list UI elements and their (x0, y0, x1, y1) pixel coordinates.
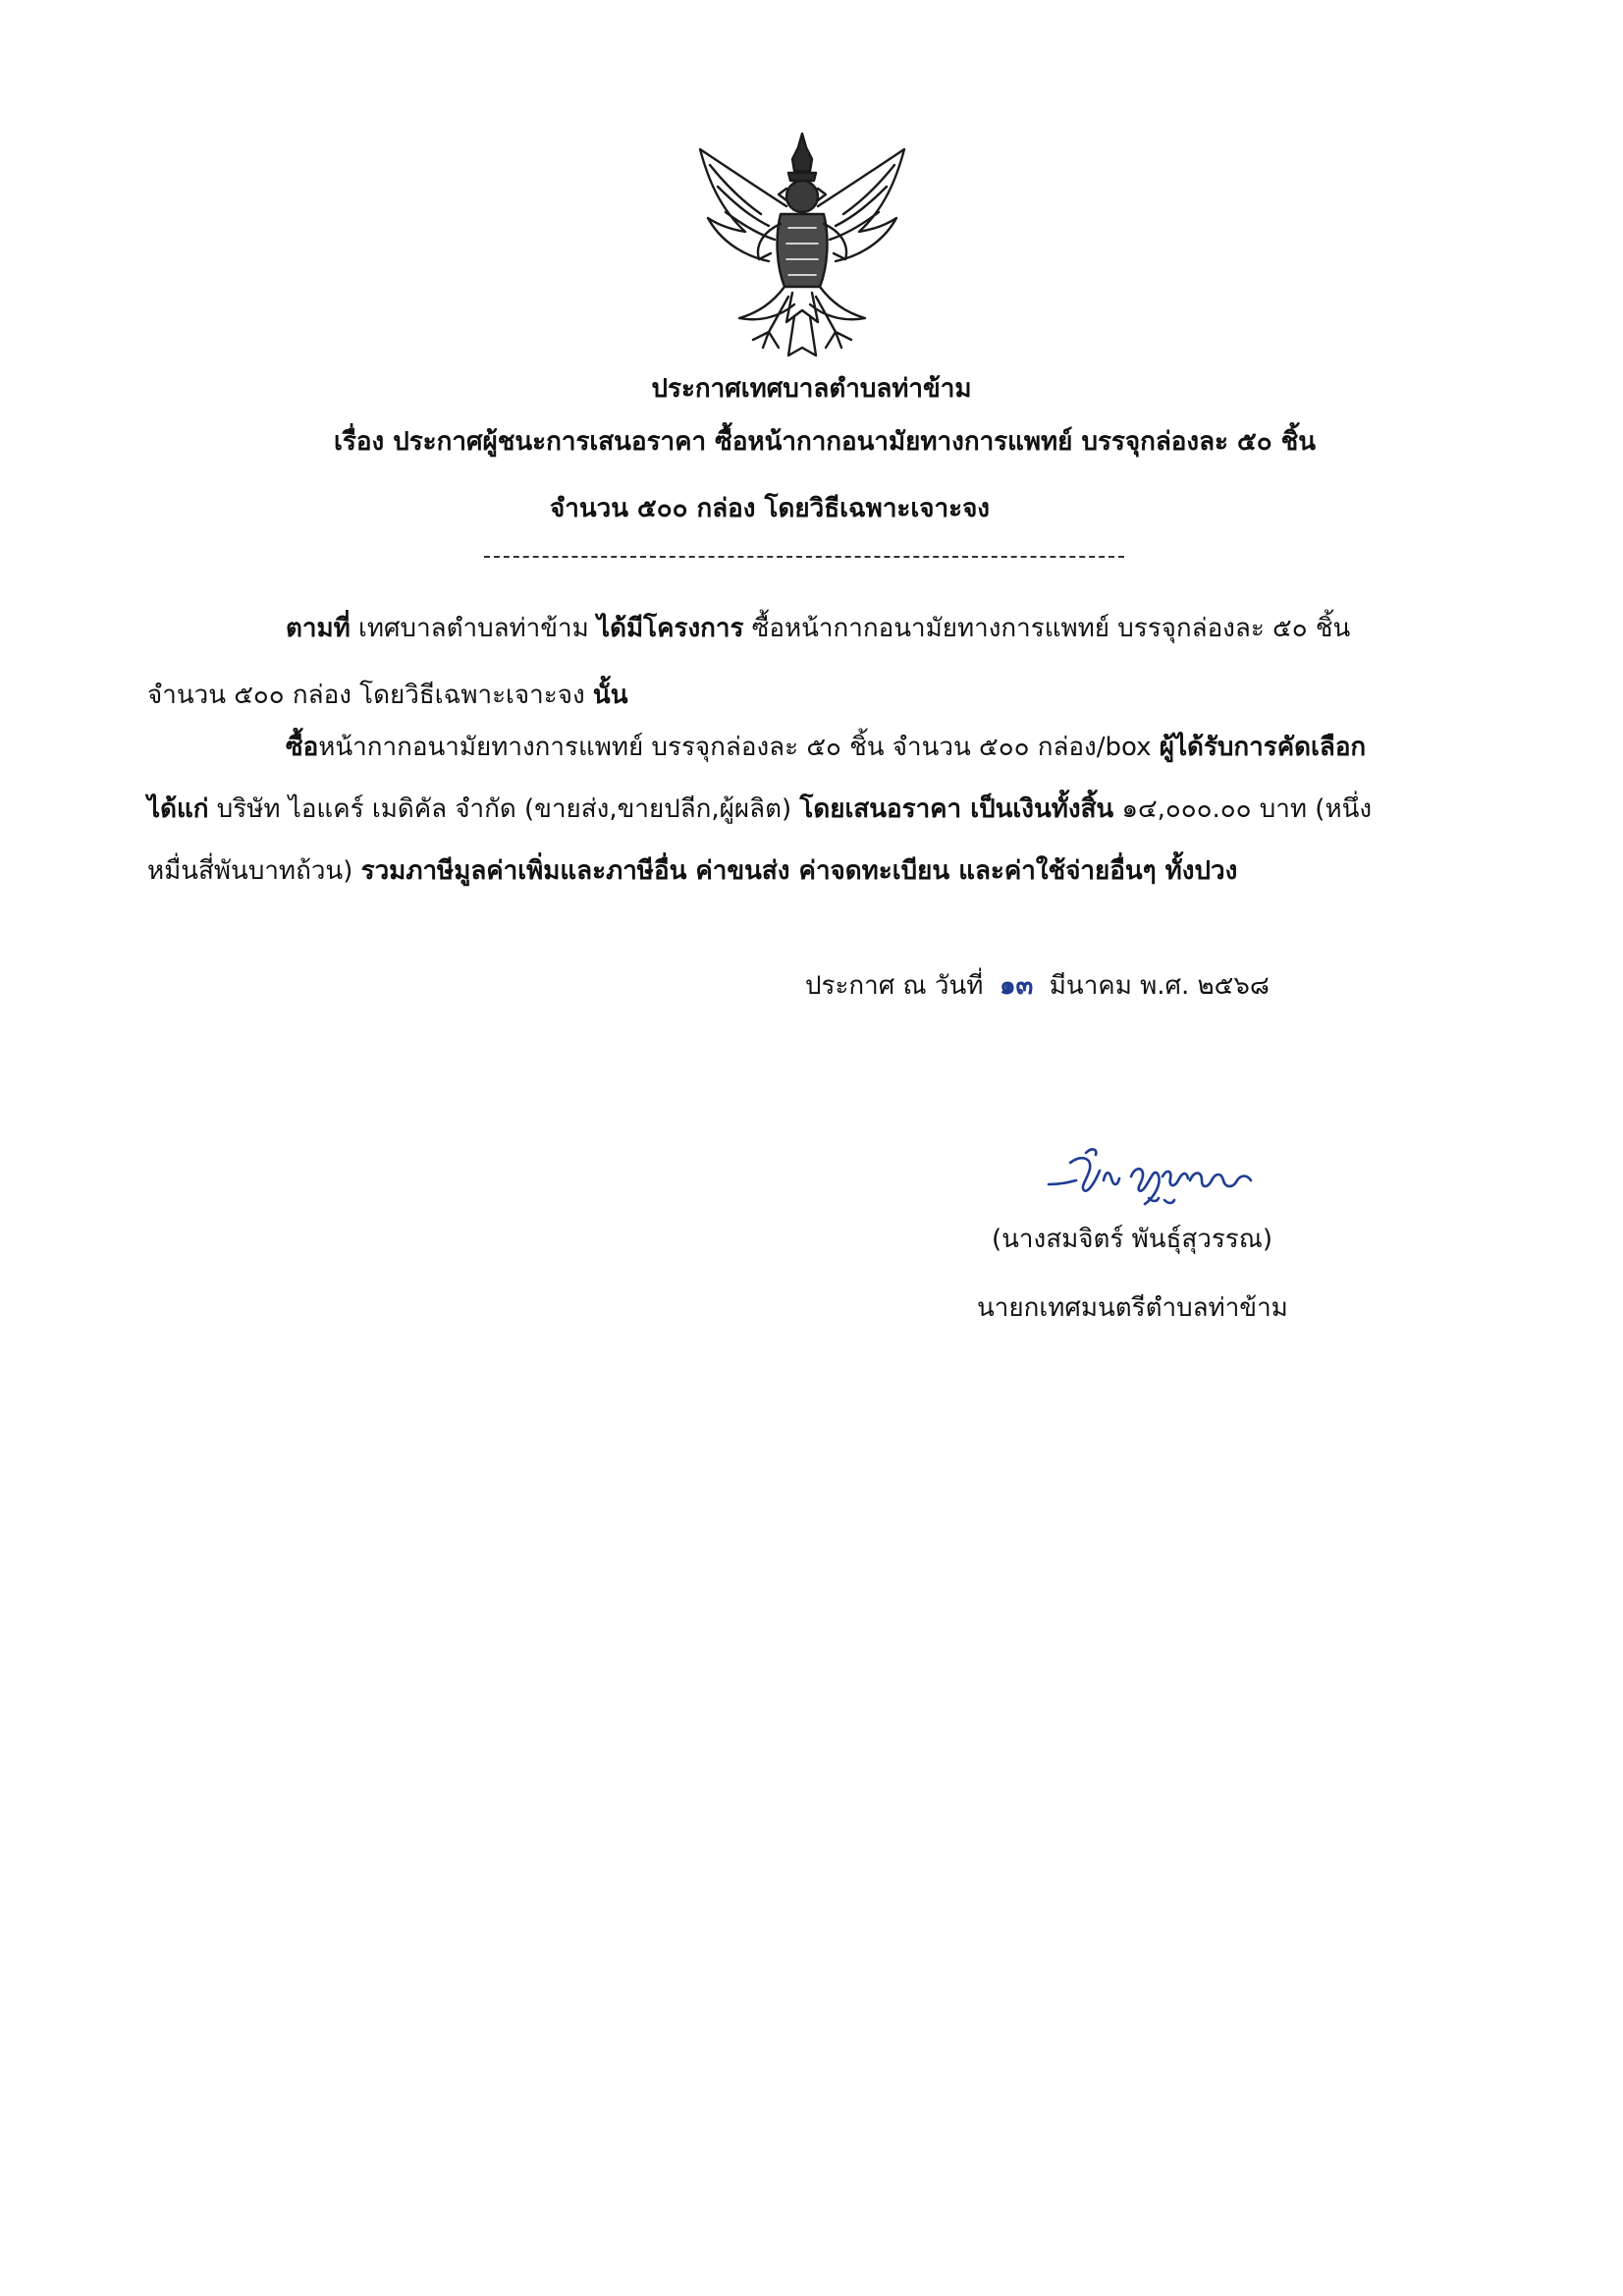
p2-line3: หมื่นสี่พันบาทถ้วน) (147, 856, 361, 886)
p1-line2: จำนวน ๕๐๐ กล่อง โดยวิธีเฉพาะเจาะจง (147, 681, 593, 710)
signatory-position: นายกเทศมนตรีตำบลท่าข้าม (977, 1293, 1288, 1323)
date-day: ๑๓ (999, 971, 1034, 1001)
p1-part2: ซื้อหน้ากากอนามัยทางการแพทย์ บรรจุกล่องละ ๕๐ ชิ้น (743, 614, 1351, 643)
p1-label2: ได้มีโครงการ (597, 614, 744, 643)
p2-label1: ผู้ได้รับการคัดเลือก (1159, 733, 1367, 762)
subject-line-2: จำนวน ๕๐๐ กล่อง โดยวิธีเฉพาะเจาะจง (550, 494, 991, 523)
p1-line2-end: นั้น (592, 681, 628, 710)
p2-part3: ๑๔,๐๐๐.๐๐ บาท (หนึ่ง (1113, 794, 1373, 824)
handwritten-signature-icon (1041, 1141, 1265, 1212)
subject-line-1 (334, 424, 1316, 460)
dashed-divider (484, 556, 1124, 558)
subject-text-1: ซื้อหน้ากากอนามัยทางการแพทย์ บรรจุกล่องละ ๕๐ ชิ้น (706, 427, 1317, 457)
p1-lead: ตามที่ (286, 614, 351, 643)
p2-label3: โดยเสนอราคา เป็นเงินทั้งสิ้น (799, 794, 1114, 824)
paragraph-2-line-2 (147, 792, 1372, 827)
date-prefix: ประกาศ ณ วันที่ (805, 971, 984, 1001)
p2-part2: บริษัท ไอแคร์ เมดิคัล จำกัด (ขายส่ง,ขายปลีก,ผู้ผลิต) (208, 794, 800, 824)
p2-part1: หน้ากากอนามัยทางการแพทย์ บรรจุกล่องละ ๕๐ ชิ้น จำนวน ๕๐๐ กล่อง/box (318, 733, 1160, 762)
signatory-name: (นางสมจิตร์ พันธุ์สุวรรณ) (992, 1225, 1273, 1254)
p2-label4: รวมภาษีมูลค่าเพิ่มและภาษีอื่น ค่าขนส่ง ค่าจดทะเบียน และค่าใช้จ่ายอื่นๆ ทั้งปวง (360, 856, 1238, 886)
paragraph-1-line-2 (147, 678, 627, 713)
paragraph-2-line-1 (286, 730, 1366, 765)
subject-label: เรื่อง ประกาศผู้ชนะการเสนอราคา (334, 427, 707, 457)
garuda-emblem-icon (690, 130, 914, 365)
paragraph-2-line-3 (147, 853, 1237, 889)
p1-part1: เทศบาลตำบลท่าข้าม (350, 614, 598, 643)
p2-lead: ซื้อ (286, 733, 319, 762)
announcement-title: ประกาศเทศบาลตำบลท่าข้าม (651, 374, 972, 404)
date-rest: มีนาคม พ.ศ. ๒๕๖๘ (1049, 971, 1270, 1001)
p2-label2: ได้แก่ (147, 794, 209, 824)
paragraph-1-line-1 (286, 611, 1350, 646)
announcement-date (805, 968, 1270, 1004)
